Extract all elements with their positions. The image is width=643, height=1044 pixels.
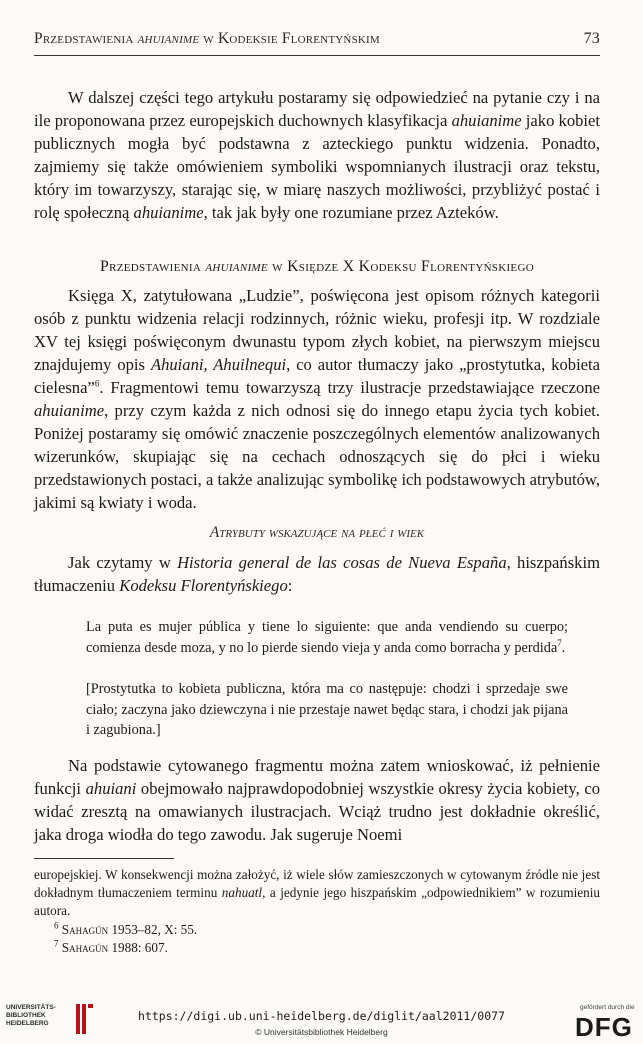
- library-name-2: BIBLIOTHEK: [6, 1012, 46, 1019]
- p2-text-a: Księga X, zatytułowana „Ludzie”, poświęcona jest opisom różnych kategorii osób z punktu widzenia relacji rodzinnych, różnic wieku, profesji itp. W rozdziale XV tej księgi poświęconym dwunastu typom złych kobiet, na pierwszym miejscu znajdujemy opis: [34, 286, 600, 374]
- page-number: 73: [583, 30, 600, 47]
- section-heading-a: Przedstawienia: [100, 258, 206, 275]
- funded-by-label: gefördert durch die: [580, 1004, 635, 1011]
- p1-text-a: W dalszej części tego artykułu postaramy się odpowiedzieć na pytanie czy i na ile proponowana przez europejskich duchownych klasyfikacja: [34, 88, 600, 130]
- subsection-heading: Atrybuty wskazujące na płeć i wiek: [209, 524, 425, 541]
- permalink-url[interactable]: https://digi.ub.uni-heidelberg.de/diglit/aal2011/0077: [138, 1009, 505, 1023]
- p2-text-f: , przy czym każda z nich odnosi się do innego etapu życia tych kobiet. Poniżej postaramy się omówić znaczenie poszczególnych elementów analizowanych wizerunków, skupiając się na cechach odnoszących się do płci i wieku przedstawionych postaci, a także analizując symbolikę ich podstawowych atrybutów, jakimi są kwiaty i woda.: [34, 401, 600, 512]
- p2-text-c: , co autor tłumaczy jako „prostytutka, kobieta cielesna”: [34, 355, 601, 397]
- p4-italic-term: ahuiani: [85, 779, 137, 798]
- p3-italic-d: Kodeksu Florentyńskiego: [119, 576, 288, 595]
- footnote-ref-6[interactable]: 6: [94, 378, 100, 389]
- p4-text-a: Na podstawie cytowanego fragmentu można zatem wnioskować, iż pełnienie funkcji: [34, 756, 600, 798]
- fn-cont-b: nahuatl: [221, 885, 263, 901]
- p1-text-e: , tak jak były one rozumiane przez Azteków.: [203, 203, 499, 222]
- fn6-number: 6: [54, 920, 59, 931]
- paragraph-2: [34, 284, 600, 514]
- quote-es-end: .: [561, 639, 566, 656]
- p3-italic-b: Historia general de las cosas de Nueva España: [177, 553, 507, 572]
- fn7-author: Sahagún: [61, 939, 109, 955]
- footnote-6: [34, 921, 600, 939]
- footnotes: [34, 866, 600, 957]
- block-quote-polish: [Prostytutka to kobieta publiczna, która ma co następuje: chodzi i sprzedaje swe ciało; zaczyna jako dziewczyna i nie przestaje nawet będąc stara, i chodzi jak pijana i zagubiona.]: [86, 681, 568, 738]
- p2-text-d: . Fragmentowi temu towarzyszą trzy ilustracje przedstawiające rzeczone: [99, 378, 600, 397]
- fn7-ref: 1988: 607.: [108, 939, 168, 955]
- p3-text-c: , hiszpańskim tłumaczeniu: [34, 553, 600, 595]
- fn-cont-c: , a jedynie jego hiszpańskim „odpowiednikiem” w rozumieniu autora.: [34, 885, 600, 919]
- dfg-logo[interactable]: DFG: [575, 1012, 633, 1042]
- section-heading: [34, 258, 600, 276]
- header-title-b: ahuianime: [137, 30, 200, 47]
- footnote-continuation: [34, 866, 600, 921]
- p3-text-a: Jak czytamy w: [68, 553, 178, 572]
- paragraph-1: [34, 86, 600, 224]
- fn7-number: 7: [54, 938, 59, 949]
- p3-text-e: :: [287, 576, 293, 595]
- footnote-ref-7[interactable]: 7: [557, 637, 562, 648]
- header-title-c: w Kodeksie Florentyńskim: [199, 30, 380, 47]
- block-quote-spanish: [86, 617, 568, 658]
- fn6-author: Sahagún: [61, 921, 109, 937]
- p4-text-b: obejmowało najprawdopodobniej wszystkie okresy życia kobiety, co widać zresztą na omawianych ilustracjach. Wciąż trudno jest dokładnie określić, jaka droga wiodła do tego zawodu. Jak sugeruje Noemi: [34, 779, 600, 844]
- library-name-1: UNIVERSITÄTS-: [6, 1004, 56, 1011]
- fn6-ref: 1953–82, X: 55.: [108, 921, 198, 937]
- running-header: [34, 30, 600, 48]
- footnote-7: [34, 939, 600, 957]
- p2-italic-e: ahuianime: [34, 401, 105, 420]
- p1-italic-d: ahuianime: [133, 203, 204, 222]
- footnote-rule: [34, 858, 174, 859]
- header-rule: [34, 55, 600, 56]
- p1-italic-b: ahuianime: [451, 111, 522, 130]
- p1-text-c: jako kobiet publicznych mogła być podstawna z azteckiego punktu widzenia. Ponadto, zajmiemy się także omówieniem symboliki wspomnianych ilustracji oraz tekstu, który im towarzyszy, starając się, w miarę naszych możliwości, przybliżyć postać i rolę społeczną: [34, 111, 601, 222]
- paragraph-4: [34, 754, 600, 846]
- fn-cont-a: europejskiej. W konsekwencji można założyć, iż wiele słów zamieszczonych w cytowanym źródle nie jest dokładnym tłumaczeniem terminu: [34, 867, 600, 901]
- section-heading-c: w Księdze X Kodeksu Florentyńskiego: [267, 258, 534, 275]
- p2-italic-b: Ahuiani, Ahuilnequi: [150, 355, 287, 374]
- quote-es-text: La puta es mujer pública y tiene lo siguiente: que anda vendiendo su cuerpo; comienza desde moza, y no lo pierde siendo vieja y anda como borracha y perdida: [86, 619, 568, 656]
- section-heading-b: ahuianime: [205, 258, 268, 275]
- viewer-footer: [0, 1000, 643, 1044]
- paragraph-3: [34, 551, 600, 597]
- copyright-notice: © Universitätsbibliothek Heidelberg: [255, 1027, 388, 1037]
- header-title-a: Przedstawienia: [34, 30, 138, 47]
- library-name-3: HEIDELBERG: [6, 1020, 49, 1027]
